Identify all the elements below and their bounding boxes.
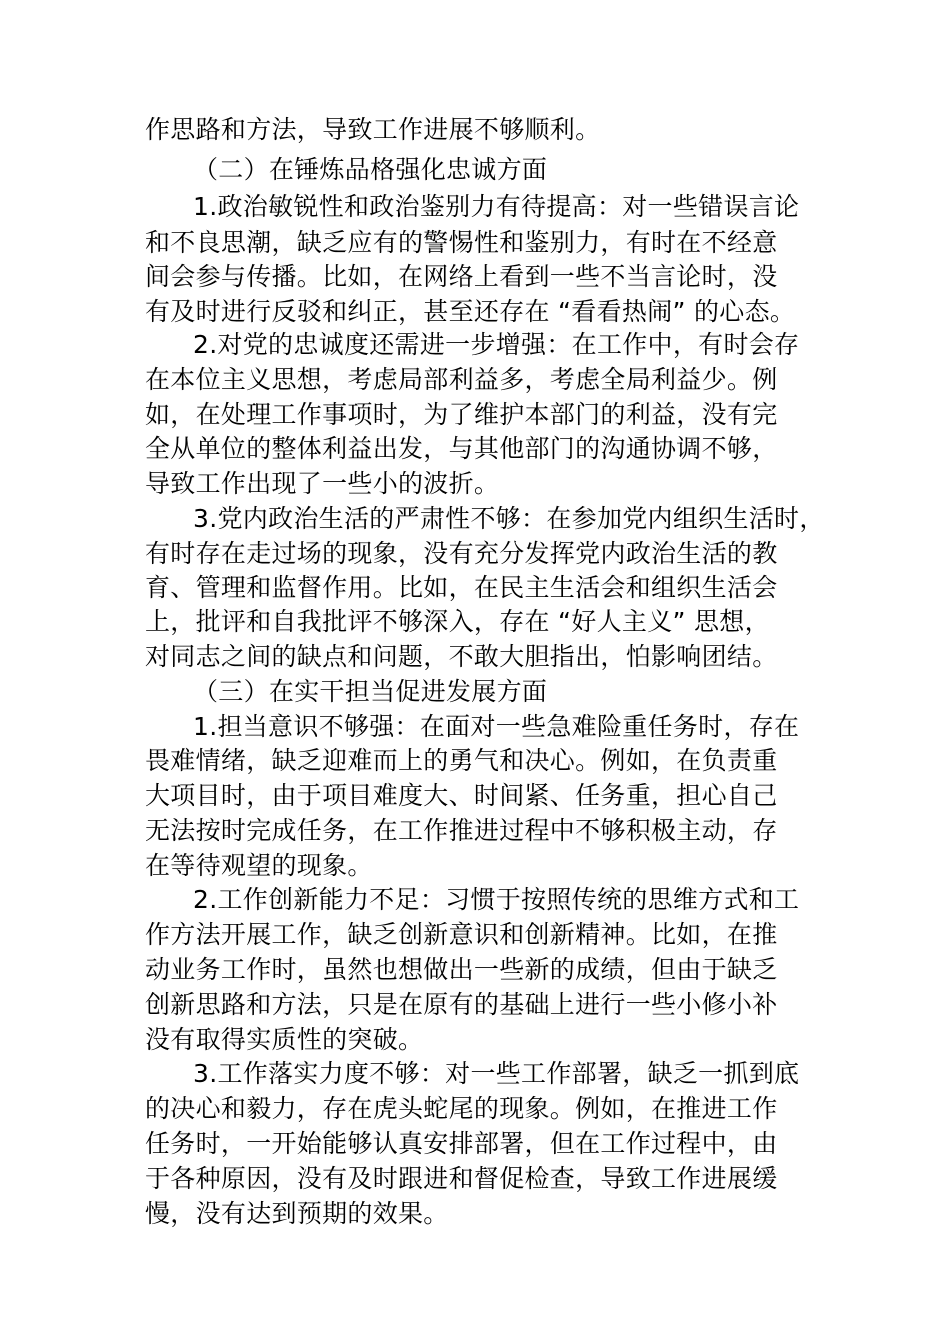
text-line: 在等待观望的现象。 [145,851,373,880]
text-line: 慢，没有达到预期的效果。 [145,1199,449,1228]
text-line: 3.工作落实力度不够：对一些工作部署，缺乏一抓到底 [193,1059,800,1088]
text-line: 育、管理和监督作用。比如，在民主生活会和组织生活会 [145,573,778,602]
text-line: 没有取得实质性的突破。 [145,1025,424,1054]
text-line: 导致工作出现了一些小的波折。 [145,469,500,498]
text-line: 作思路和方法，导致工作进展不够顺利。 [145,115,601,144]
text-line: 3.党内政治生活的严肃性不够：在参加党内组织生活时， [193,504,825,533]
text-line: 对同志之间的缺点和问题，不敢大胆指出，怕影响团结。 [145,642,778,671]
section-heading-3: （三）在实干担当促进发展方面 [193,677,548,706]
text-line: 有及时进行反驳和纠正，甚至还存在 “看看热闹” 的心态。 [145,297,796,326]
text-line: 动业务工作时，虽然也想做出一些新的成绩，但由于缺乏 [145,955,778,984]
text-line: 作方法开展工作，缺乏创新意识和创新精神。比如，在推 [145,920,778,949]
text-line: 上，批评和自我批评不够深入，存在 “好人主义” 思想， [145,607,770,636]
text-line: 2.工作创新能力不足：习惯于按照传统的思维方式和工 [193,885,800,914]
text-line: 间会参与传播。比如，在网络上看到一些不当言论时，没 [145,262,778,291]
section-heading-2: （二）在锤炼品格强化忠诚方面 [193,155,548,184]
text-line: 1.政治敏锐性和政治鉴别力有待提高：对一些错误言论 [193,192,800,221]
text-line: 于各种原因，没有及时跟进和督促检查，导致工作进展缓 [145,1164,778,1193]
text-line: 全从单位的整体利益出发，与其他部门的沟通协调不够， [145,434,778,463]
text-line: 2.对党的忠诚度还需进一步增强：在工作中，有时会存 [193,330,800,359]
text-line: 如，在处理工作事项时，为了维护本部门的利益，没有完 [145,400,778,429]
text-line: 任务时，一开始能够认真安排部署，但在工作过程中，由 [145,1129,778,1158]
text-line: 创新思路和方法，只是在原有的基础上进行一些小修小补 [145,990,778,1019]
text-line: 有时存在走过场的现象，没有充分发挥党内政治生活的教 [145,539,778,568]
text-line: 和不良思潮，缺乏应有的警惕性和鉴别力，有时在不经意 [145,228,778,257]
text-line: 在本位主义思想，考虑局部利益多，考虑全局利益少。例 [145,365,778,394]
text-line: 畏难情绪，缺乏迎难而上的勇气和决心。例如，在负责重 [145,746,778,775]
text-line: 1.担当意识不够强：在面对一些急难险重任务时，存在 [193,712,800,741]
text-line: 的决心和毅力，存在虎头蛇尾的现象。例如，在推进工作 [145,1094,778,1123]
text-line: 无法按时完成任务，在工作推进过程中不够积极主动，存 [145,816,778,845]
text-line: 大项目时，由于项目难度大、时间紧、任务重，担心自己 [145,781,778,810]
